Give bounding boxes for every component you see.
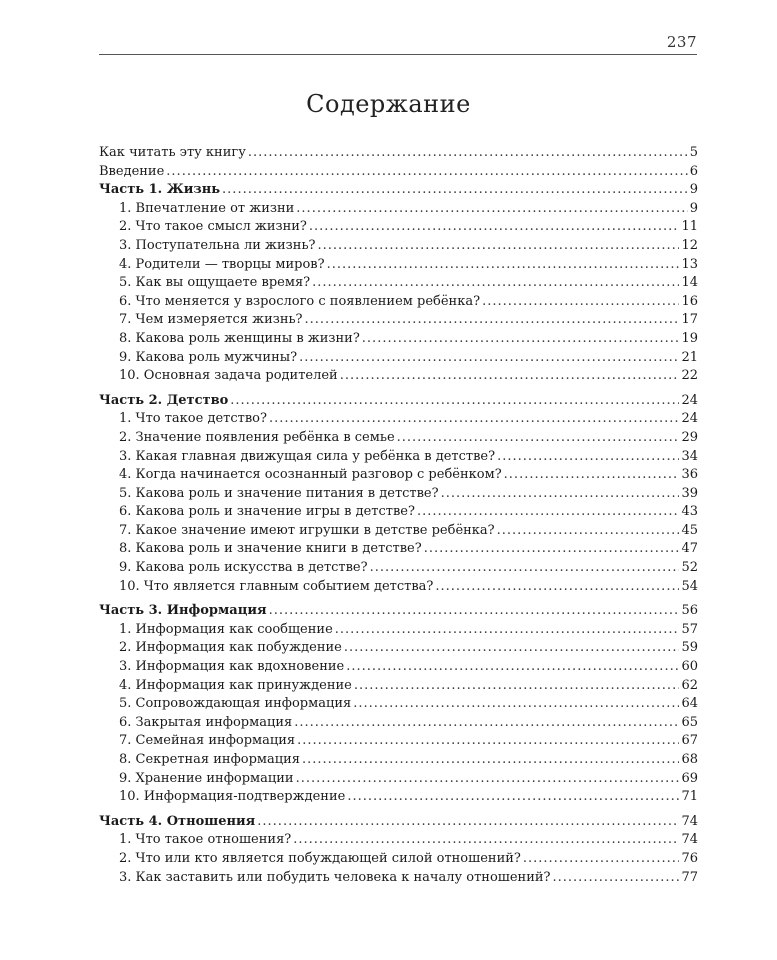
dot-leader: [553, 869, 680, 888]
toc-entry: [99, 578, 698, 597]
toc-entry: [99, 163, 698, 182]
toc-entry: [99, 349, 698, 368]
toc-entry-page-number: 16: [681, 293, 698, 309]
dot-leader: [346, 658, 679, 677]
page-title: Содержание: [306, 90, 471, 118]
dot-leader: [296, 770, 680, 789]
toc-entry-page-number: 74: [681, 832, 698, 848]
header-rule: [99, 54, 697, 55]
toc-entry-title: 1. Впечатление от жизни: [119, 200, 295, 216]
toc-entry-title: 5. Какова роль и значение питания в детстве?: [119, 485, 439, 501]
dot-leader: [497, 448, 679, 467]
toc-entry-title: Введение: [99, 163, 165, 179]
toc-entry: [99, 621, 698, 640]
toc-entry: [99, 144, 698, 163]
dot-leader: [435, 578, 679, 597]
toc-entry-title: 2. Что или кто является побуждающей силой отношений?: [119, 850, 521, 866]
toc-entry-title: Часть 1. Жизнь: [99, 182, 221, 198]
toc-entry: [99, 330, 698, 349]
toc-entry-title: 7. Семейная информация: [119, 733, 296, 749]
toc-entry-page-number: 14: [681, 275, 698, 291]
toc-entry: [99, 540, 698, 559]
toc-entry: [99, 256, 698, 275]
toc-entry-title: Как читать эту книгу: [99, 145, 246, 160]
dot-leader: [354, 677, 680, 696]
toc-entry-title: 1. Что такое детство?: [119, 411, 267, 427]
toc-entry-title: 10. Основная задача родителей: [119, 368, 338, 384]
dot-leader: [269, 602, 680, 621]
toc-entry: [99, 850, 698, 869]
toc-entry-title: 6. Какова роль и значение игры в детстве?: [119, 504, 415, 520]
toc-entry-page-number: 43: [681, 504, 698, 520]
toc-entry-title: 2. Что такое смысл жизни?: [119, 219, 307, 235]
toc-entry-page-number: 21: [681, 349, 698, 365]
dot-leader: [340, 367, 680, 386]
toc-part-heading: [99, 813, 698, 832]
toc-entry-page-number: 12: [681, 237, 698, 253]
toc-entry-title: 8. Какова роль женщины в жизни?: [119, 330, 360, 346]
toc-entry-page-number: 29: [681, 429, 698, 445]
toc-entry: [99, 559, 698, 578]
toc-entry: [99, 751, 698, 770]
toc-entry-title: 2. Значение появления ребёнка в семье: [119, 429, 395, 445]
dot-leader: [257, 813, 679, 832]
toc-entry-title: 5. Как вы ощущаете время?: [119, 275, 311, 291]
toc-entry-title: 4. Когда начинается осознанный разговор с ребёнком?: [119, 467, 502, 483]
dot-leader: [222, 181, 688, 200]
toc-entry-title: 1. Информация как сообщение: [119, 621, 333, 637]
dot-leader: [296, 200, 687, 219]
toc-entry-page-number: 19: [681, 330, 698, 346]
toc-entry-title: 3. Какая главная движущая сила у ребёнка в детстве?: [119, 448, 496, 464]
dot-leader: [504, 466, 680, 485]
toc-entry-page-number: 36: [681, 467, 698, 483]
toc-entry-page-number: 62: [681, 677, 698, 693]
toc-entry-page-number: 68: [681, 752, 698, 767]
toc-entry-title: 6. Закрытая информация: [119, 714, 293, 730]
toc-entry-title: 8. Секретная информация: [119, 752, 300, 767]
toc-entry-page-number: 39: [681, 485, 698, 501]
toc-entry: [99, 410, 698, 429]
toc-entry-title: 6. Что меняется у взрослого с появлением ребёнка?: [119, 293, 481, 309]
toc-entry-page-number: 71: [681, 789, 698, 805]
table-of-contents: [99, 144, 698, 887]
dot-leader: [248, 144, 688, 163]
toc-entry-title: 3. Как заставить или побудить человека к началу отношений?: [119, 869, 551, 885]
toc-entry-page-number: 11: [681, 219, 698, 235]
toc-entry-title: Часть 4. Отношения: [99, 813, 256, 829]
dot-leader: [294, 714, 679, 733]
dot-leader: [299, 349, 679, 368]
toc-entry-title: 5. Сопровождающая информация: [119, 696, 352, 712]
toc-part-heading: [99, 181, 698, 200]
dot-leader: [297, 732, 679, 751]
dot-leader: [424, 540, 680, 559]
page-header: [0, 0, 777, 56]
toc-entry-page-number: 22: [681, 368, 698, 384]
toc-entry: [99, 788, 698, 807]
toc-entry: [99, 466, 698, 485]
toc-entry-title: 4. Родители — творцы миров?: [119, 256, 325, 272]
toc-entry-page-number: 77: [681, 869, 698, 885]
toc-entry-page-number: 74: [681, 813, 698, 829]
dot-leader: [347, 788, 679, 807]
dot-leader: [302, 751, 679, 770]
dot-leader: [441, 485, 680, 504]
toc-entry-title: 3. Поступательна ли жизнь?: [119, 237, 316, 253]
toc-entry-title: 4. Информация как принуждение: [119, 677, 352, 693]
dot-leader: [417, 503, 680, 522]
toc-entry: [99, 831, 698, 850]
toc-entry-title: 9. Какова роль искусства в детстве?: [119, 560, 368, 576]
toc-entry-page-number: 45: [681, 522, 698, 538]
toc-entry: [99, 677, 698, 696]
toc-entry-title: Часть 2. Детство: [99, 392, 229, 408]
toc-part-heading: [99, 392, 698, 411]
toc-entry-page-number: 6: [689, 163, 698, 179]
dot-leader: [318, 237, 680, 256]
toc-entry: [99, 311, 698, 330]
toc-entry-page-number: 69: [681, 770, 698, 786]
toc-entry-page-number: 9: [689, 200, 698, 216]
toc-entry-page-number: 57: [681, 621, 698, 637]
toc-entry: [99, 237, 698, 256]
dot-leader: [305, 311, 680, 330]
toc-entry: [99, 770, 698, 789]
toc-entry-page-number: 54: [681, 578, 698, 594]
toc-entry: [99, 293, 698, 312]
toc-entry-page-number: 5: [689, 145, 698, 160]
toc-entry-title: 9. Какова роль мужчины?: [119, 349, 298, 365]
dot-leader: [327, 256, 680, 275]
dot-leader: [309, 218, 680, 237]
dot-leader: [523, 850, 680, 869]
dot-leader: [353, 695, 679, 714]
toc-entry: [99, 429, 698, 448]
toc-entry-page-number: 24: [681, 392, 698, 408]
toc-entry-page-number: 67: [681, 733, 698, 749]
toc-entry: [99, 448, 698, 467]
toc-entry-title: 10. Что является главным событием детства?: [119, 578, 434, 594]
dot-leader: [344, 639, 680, 658]
dot-leader: [293, 831, 679, 850]
dot-leader: [269, 410, 680, 429]
toc-entry: [99, 714, 698, 733]
toc-entry-page-number: 56: [681, 603, 698, 619]
toc-entry-page-number: 34: [681, 448, 698, 464]
toc-entry: [99, 695, 698, 714]
toc-entry-title: Часть 3. Информация: [99, 603, 267, 619]
toc-entry-page-number: 47: [681, 541, 698, 557]
dot-leader: [397, 429, 680, 448]
toc-entry: [99, 200, 698, 219]
toc-part-heading: [99, 602, 698, 621]
toc-entry-title: 9. Хранение информации: [119, 770, 294, 786]
toc-entry-title: 3. Информация как вдохновение: [119, 659, 345, 675]
toc-entry: [99, 503, 698, 522]
toc-entry: [99, 367, 698, 386]
toc-entry-title: 7. Какое значение имеют игрушки в детстве ребёнка?: [119, 522, 495, 538]
toc-entry-title: 1. Что такое отношения?: [119, 832, 292, 848]
toc-entry-title: 8. Какова роль и значение книги в детстве?: [119, 541, 422, 557]
toc-entry: [99, 658, 698, 677]
toc-entry-page-number: 9: [689, 182, 698, 198]
toc-entry-page-number: 13: [681, 256, 698, 272]
dot-leader: [335, 621, 680, 640]
toc-entry-page-number: 24: [681, 411, 698, 427]
toc-entry: [99, 485, 698, 504]
toc-entry-page-number: 60: [681, 659, 698, 675]
toc-entry-page-number: 65: [681, 714, 698, 730]
toc-entry: [99, 522, 698, 541]
toc-entry: [99, 274, 698, 293]
toc-entry: [99, 869, 698, 888]
toc-entry-page-number: 59: [681, 640, 698, 656]
dot-leader: [482, 293, 679, 312]
toc-entry: [99, 218, 698, 237]
toc-entry-title: 7. Чем измеряется жизнь?: [119, 312, 303, 328]
toc-entry-title: 10. Информация-подтверждение: [119, 789, 346, 805]
toc-entry-title: 2. Информация как побуждение: [119, 640, 342, 656]
dot-leader: [497, 522, 680, 541]
toc-entry-page-number: 52: [681, 560, 698, 576]
dot-leader: [370, 559, 680, 578]
toc-entry-page-number: 76: [681, 850, 698, 866]
dot-leader: [166, 163, 687, 182]
toc-entry-page-number: 17: [681, 312, 698, 328]
dot-leader: [312, 274, 679, 293]
dot-leader: [230, 392, 679, 411]
toc-entry-page-number: 64: [681, 696, 698, 712]
toc-entry: [99, 732, 698, 751]
page-number: 237: [666, 33, 697, 51]
dot-leader: [362, 330, 680, 349]
toc-entry: [99, 639, 698, 658]
